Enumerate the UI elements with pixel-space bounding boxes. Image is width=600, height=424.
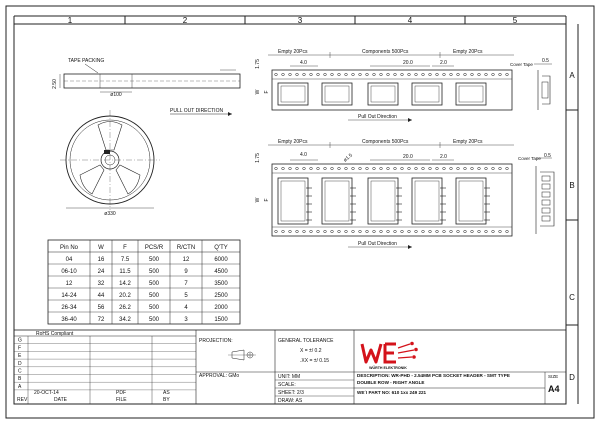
- sprocket-hole: [366, 230, 369, 233]
- sprocket-hole: [422, 167, 425, 170]
- sprocket-hole: [317, 230, 320, 233]
- sprocket-hole: [401, 230, 404, 233]
- pin-table-cell: 4: [184, 305, 188, 311]
- row-header: [566, 24, 578, 404]
- tape2-hole-dia: ø1.5: [342, 152, 354, 164]
- sprocket-hole: [282, 167, 285, 170]
- sprocket-hole: [450, 167, 453, 170]
- pin-table-header: F: [123, 245, 127, 251]
- size-value: A4: [548, 384, 560, 394]
- sprocket-hole: [275, 230, 278, 233]
- sprocket-hole: [331, 230, 334, 233]
- sprocket-hole: [478, 230, 481, 233]
- sprocket-hole: [415, 73, 418, 76]
- col-label-1: 1: [67, 16, 73, 25]
- sprocket-hole: [401, 167, 404, 170]
- pin-table-cell: 44: [97, 293, 105, 299]
- rev-row-label: F: [18, 345, 22, 352]
- sprocket-hole: [366, 73, 369, 76]
- sprocket-hole: [478, 73, 481, 76]
- sprocket-hole: [380, 230, 383, 233]
- sprocket-hole: [303, 167, 306, 170]
- sprocket-hole: [310, 167, 313, 170]
- sprocket-hole: [485, 230, 488, 233]
- sprocket-hole: [373, 230, 376, 233]
- sprocket-hole: [352, 230, 355, 233]
- row-label-d: D: [569, 373, 575, 382]
- sprocket-hole: [380, 73, 383, 76]
- sprocket-hole: [345, 230, 348, 233]
- logo-text: WÜRTH ELEKTRONIK: [369, 366, 407, 370]
- pin-table-cell: 3: [184, 317, 188, 323]
- pin-table-cell: 9: [184, 269, 188, 275]
- sprocket-hole: [324, 230, 327, 233]
- tape2-pitch-mid: 20.0: [403, 154, 413, 160]
- pin-table-cell: 6000: [214, 257, 228, 263]
- tape2-f-label: F: [264, 198, 270, 202]
- hub-diameter-dim: ø100: [110, 92, 122, 98]
- sprocket-hole: [324, 167, 327, 170]
- sprocket-hole: [464, 167, 467, 170]
- pin-table-cell: 7: [184, 281, 188, 287]
- component-pocket: [322, 83, 352, 105]
- sprocket-hole: [310, 73, 313, 76]
- sprocket-hole: [338, 230, 341, 233]
- footer-by: BY: [163, 397, 170, 403]
- sprocket-hole: [394, 230, 397, 233]
- sprocket-hole: [387, 73, 390, 76]
- row-label-a: A: [569, 71, 575, 80]
- component-pocket: [456, 83, 486, 105]
- sprocket-hole: [492, 167, 495, 170]
- sprocket-hole: [492, 73, 495, 76]
- sprocket-hole: [471, 167, 474, 170]
- wurth-logo: [362, 342, 418, 370]
- tape-packing-label: TAPE PACKING: [68, 58, 105, 64]
- projection-symbol-icon: [228, 350, 256, 360]
- component-pocket: [412, 83, 442, 105]
- tape2-pitch-left: 4.0: [300, 152, 307, 158]
- sprocket-hole: [359, 167, 362, 170]
- sprocket-hole: [464, 230, 467, 233]
- draw-label: DRAW: AS: [278, 398, 303, 404]
- sprocket-hole: [331, 167, 334, 170]
- rev-a-file: PDF: [116, 390, 126, 396]
- projection-label: PROJECTION:: [199, 338, 233, 344]
- sprocket-hole: [429, 230, 432, 233]
- approval-label: APPROVAL: GMo: [199, 373, 240, 379]
- pin-table-cell: 14.2: [119, 281, 131, 287]
- sprocket-hole: [422, 230, 425, 233]
- part-number: WE´I PART NO: 610 1xx 249 221: [357, 390, 427, 395]
- sprocket-hole: [394, 167, 397, 170]
- tape2-empty-left: Empty 20Pcs: [278, 139, 308, 145]
- component-pocket: [456, 178, 486, 224]
- sprocket-hole: [499, 230, 502, 233]
- row-label-c: C: [569, 293, 575, 302]
- tape1-edge-dim: 1.75: [255, 59, 261, 69]
- sprocket-hole: [380, 167, 383, 170]
- rev-row-label: E: [18, 353, 22, 360]
- rev-row-label: G: [18, 337, 22, 344]
- rohs-label: RoHS Compliant: [36, 331, 74, 337]
- tape1-cover-tape: Cover Tape: [510, 62, 533, 67]
- pin-table-cell: 04: [65, 257, 73, 263]
- pin-table-cell: 24: [97, 269, 105, 275]
- pin-table-cell: 14-24: [61, 293, 77, 299]
- sprocket-hole: [289, 73, 292, 76]
- sprocket-hole: [338, 73, 341, 76]
- component-pocket: [412, 178, 442, 224]
- tape-double-row: [255, 139, 554, 249]
- sprocket-hole: [436, 230, 439, 233]
- pin-table-cell: 500: [148, 293, 160, 299]
- sprocket-hole: [471, 230, 474, 233]
- sprocket-hole: [443, 167, 446, 170]
- tape2-empty-right: Empty 20Pcs: [453, 139, 483, 145]
- tape2-thickness: 0.5: [544, 153, 551, 159]
- sprocket-hole: [450, 73, 453, 76]
- tape1-pull-out: Pull Out Direction: [358, 114, 397, 120]
- pin-table-cell: 2000: [214, 305, 228, 311]
- sprocket-hole: [359, 230, 362, 233]
- pin-table-header: Q'TY: [214, 245, 228, 251]
- pin-table-cell: 32: [97, 281, 105, 287]
- sprocket-hole: [366, 167, 369, 170]
- sprocket-hole: [317, 167, 320, 170]
- sprocket-hole: [436, 73, 439, 76]
- sprocket-hole: [408, 230, 411, 233]
- sprocket-hole: [303, 73, 306, 76]
- tape1-empty-right: Empty 20Pcs: [453, 49, 483, 55]
- pin-table-cell: 72: [97, 317, 105, 323]
- pin-table-cell: 3500: [214, 281, 228, 287]
- footer-rev: REV: [17, 397, 28, 403]
- pin-table-header: R/CTN: [176, 245, 196, 251]
- pull-out-direction-label: PULL OUT DIRECTION: [170, 108, 224, 114]
- sprocket-hole: [457, 230, 460, 233]
- pin-table-cell: 500: [148, 281, 160, 287]
- sprocket-hole: [457, 167, 460, 170]
- tape2-hole-dim: 2.0: [440, 154, 447, 160]
- tolerance-x: X = ±/ 0.2: [300, 348, 322, 354]
- sprocket-hole: [275, 167, 278, 170]
- rev-row-label: D: [18, 360, 22, 367]
- sprocket-hole: [506, 167, 509, 170]
- footer-date: DATE: [54, 397, 67, 403]
- pin-table-cell: 36-40: [61, 317, 77, 323]
- general-tolerance-label: GENERAL TOLERANCE: [278, 338, 334, 344]
- sprocket-hole: [485, 167, 488, 170]
- sprocket-hole: [443, 230, 446, 233]
- pin-table-cell: 26-34: [61, 305, 77, 311]
- rev-row-label: B: [18, 376, 22, 383]
- pin-table-header: Pin No: [59, 245, 79, 251]
- scale-label: SCALE:: [278, 382, 296, 388]
- pin-table-cell: 500: [148, 269, 160, 275]
- sprocket-hole: [373, 73, 376, 76]
- tape2-pull-out: Pull Out Direction: [358, 241, 397, 247]
- footer-file: FILE: [116, 397, 127, 403]
- col-label-4: 4: [407, 16, 413, 25]
- tape1-pitch-mid: 20.0: [403, 60, 413, 66]
- rev-row-label: C: [18, 368, 22, 375]
- tape1-thickness: 0.5: [542, 58, 549, 64]
- sprocket-hole: [296, 73, 299, 76]
- sprocket-hole: [331, 73, 334, 76]
- sprocket-hole: [436, 167, 439, 170]
- row-label-b: B: [569, 181, 575, 190]
- sprocket-hole: [296, 167, 299, 170]
- tape2-cover-tape: Cover Tape: [518, 156, 541, 161]
- pin-table-cell: 12: [182, 257, 190, 263]
- sprocket-hole: [401, 73, 404, 76]
- sprocket-hole: [429, 73, 432, 76]
- pin-table-cell: 500: [148, 257, 160, 263]
- tape1-w-label: W: [255, 89, 261, 95]
- reel-width-dim: 2.50: [52, 79, 58, 89]
- title-block: [14, 330, 566, 404]
- sprocket-hole: [506, 230, 509, 233]
- col-label-3: 3: [297, 16, 303, 25]
- sprocket-hole: [450, 230, 453, 233]
- sprocket-hole: [408, 167, 411, 170]
- component-pocket: [278, 83, 308, 105]
- tape1-f-label: F: [264, 90, 270, 94]
- reel-diameter-dim: ø330: [104, 211, 116, 217]
- reel-front-view: [60, 110, 160, 217]
- sprocket-hole: [345, 167, 348, 170]
- sprocket-hole: [296, 230, 299, 233]
- col-label-2: 2: [182, 16, 188, 25]
- pin-table-header: PCS/R: [144, 245, 164, 251]
- sprocket-hole: [289, 167, 292, 170]
- pin-table-cell: 500: [148, 317, 160, 323]
- sprocket-hole: [492, 230, 495, 233]
- sprocket-hole: [415, 230, 418, 233]
- pin-table-cell: 5: [184, 293, 188, 299]
- sprocket-hole: [443, 73, 446, 76]
- sprocket-hole: [387, 167, 390, 170]
- sprocket-hole: [324, 73, 327, 76]
- description-line2: DOUBLE ROW - RIGHT ANGLE: [357, 380, 425, 385]
- pin-table-cell: 16: [97, 257, 105, 263]
- pin-table-cell: 2500: [214, 293, 228, 299]
- pin-table-cell: 56: [97, 305, 105, 311]
- sprocket-hole: [317, 73, 320, 76]
- sprocket-hole: [275, 73, 278, 76]
- sprocket-hole: [394, 73, 397, 76]
- sprocket-hole: [352, 73, 355, 76]
- pin-table-cell: 06-10: [61, 269, 77, 275]
- sprocket-hole: [506, 73, 509, 76]
- tape2-w-label: W: [255, 197, 261, 203]
- tape2-edge-dim: 1.75: [255, 153, 261, 163]
- sprocket-hole: [282, 230, 285, 233]
- sprocket-hole: [373, 167, 376, 170]
- rev-row-label: A: [18, 383, 22, 390]
- pin-table-header: W: [98, 245, 104, 251]
- col-label-5: 5: [512, 16, 518, 25]
- unit-label: UNIT: MM: [278, 374, 301, 380]
- pin-table-cell: 26.2: [119, 305, 131, 311]
- sprocket-hole: [289, 230, 292, 233]
- tape1-empty-left: Empty 20Pcs: [278, 49, 308, 55]
- sprocket-hole: [282, 73, 285, 76]
- sprocket-hole: [415, 167, 418, 170]
- sprocket-hole: [485, 73, 488, 76]
- sprocket-hole: [499, 167, 502, 170]
- sprocket-hole: [422, 73, 425, 76]
- sprocket-hole: [471, 73, 474, 76]
- sprocket-hole: [499, 73, 502, 76]
- rev-a-by: AS: [163, 390, 170, 396]
- pin-table-cell: 1500: [214, 317, 228, 323]
- pin-table-cell: 500: [148, 305, 160, 311]
- tape1-components: Components 500Pcs: [362, 49, 409, 55]
- tape1-pitch-left: 4.0: [300, 60, 307, 66]
- sheet-label: SHEET: 2/3: [278, 390, 304, 396]
- reel-side-view: [52, 58, 240, 116]
- sprocket-hole: [457, 73, 460, 76]
- pin-table-cell: 11.5: [119, 269, 131, 275]
- sprocket-hole: [352, 167, 355, 170]
- pin-table-cell: 12: [65, 281, 73, 287]
- description-line1: DESCRIPTION: WR-PHD - 2.54MM PCB SOCKET HEADER - SMT TYPE: [357, 373, 510, 378]
- sprocket-hole: [338, 167, 341, 170]
- sprocket-hole: [387, 230, 390, 233]
- pin-table-cell: 34.2: [119, 317, 131, 323]
- sprocket-hole: [478, 167, 481, 170]
- component-pocket: [278, 178, 308, 224]
- sprocket-hole: [359, 73, 362, 76]
- tape1-hole-dim: 2.0: [440, 60, 447, 66]
- pin-table-cell: 20.2: [119, 293, 131, 299]
- tolerance-xx: .XX = ±/ 0.15: [300, 358, 330, 364]
- pin-table-cell: 7.5: [120, 257, 130, 263]
- pin-table-cell: 4500: [214, 269, 228, 275]
- sprocket-hole: [303, 230, 306, 233]
- rev-a-date: 20-OCT-14: [34, 390, 59, 396]
- component-pocket: [368, 83, 398, 105]
- pin-table: [48, 240, 240, 324]
- size-label: SIZE: [548, 374, 559, 379]
- sprocket-hole: [345, 73, 348, 76]
- tape-single-row: [255, 49, 552, 122]
- sprocket-hole: [429, 167, 432, 170]
- tape2-components: Components 500Pcs: [362, 139, 409, 145]
- sprocket-hole: [464, 73, 467, 76]
- component-pocket: [368, 178, 398, 224]
- component-pocket: [322, 178, 352, 224]
- sprocket-hole: [310, 230, 313, 233]
- sprocket-hole: [408, 73, 411, 76]
